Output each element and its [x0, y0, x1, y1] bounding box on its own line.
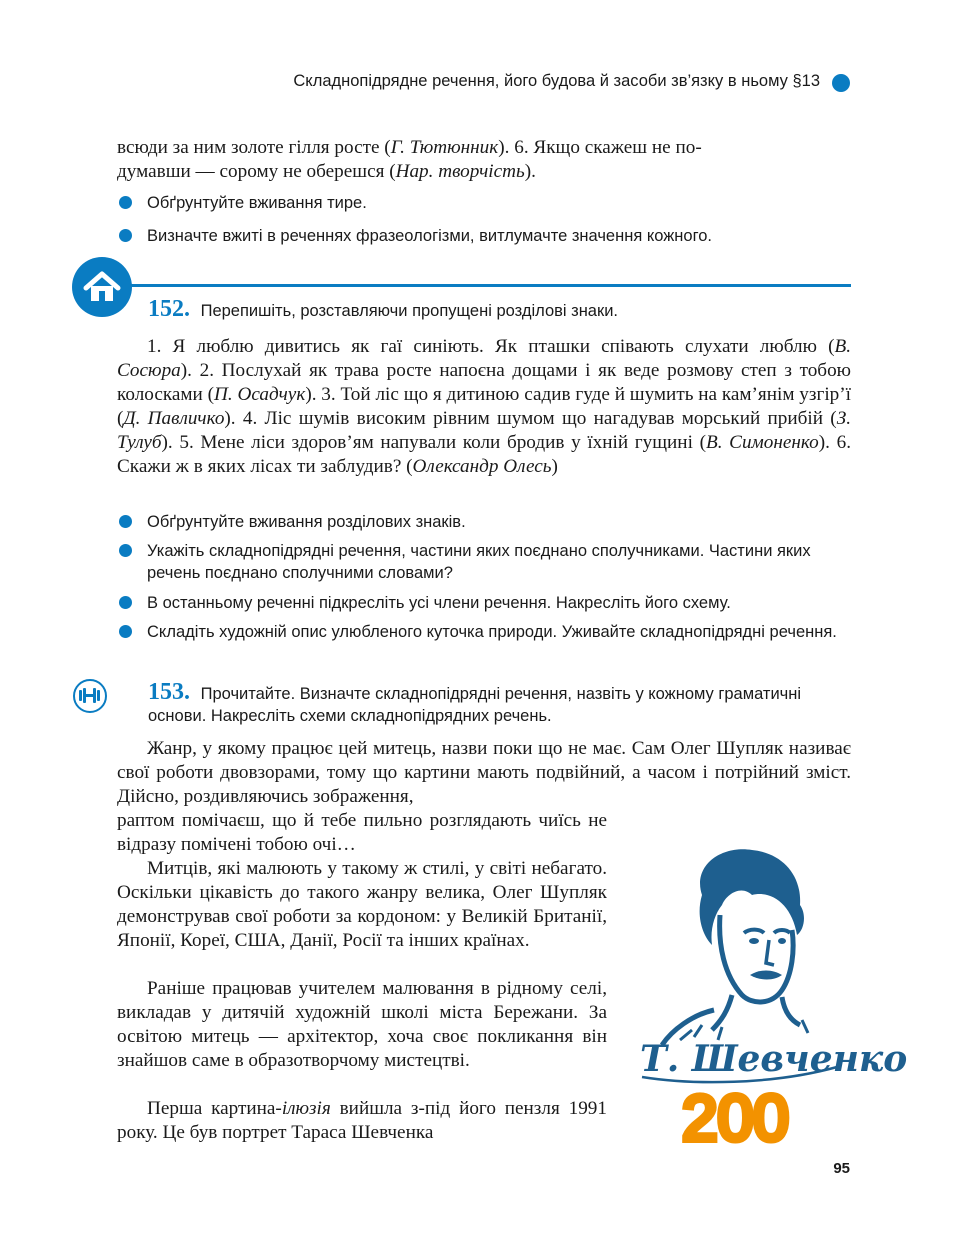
task-text: Укажіть складнопідрядні речення, частини яких поєднано сполучниками. Частини яких речень поєднано сполучними словами? — [147, 542, 811, 582]
bullet-dot — [119, 515, 132, 528]
cont-line2-source: Нар. творчість — [395, 161, 525, 182]
sentence-text: ). 6. Скажи ж в яких лісах ти заблудив? ( — [117, 432, 852, 477]
cont-line1-source: Г. Тютюнник — [390, 137, 499, 158]
anniversary-number: 200 — [682, 1082, 789, 1154]
page-number: 95 — [833, 1160, 850, 1177]
p4-italic: ілюзія — [281, 1098, 331, 1119]
source-author: В. Симоненко — [705, 432, 819, 453]
source-author: З. Тулуб — [117, 408, 851, 453]
sentence-text: ). 4. Ліс шумів високим рівним шумом що нагадував морський прибій ( — [224, 408, 837, 429]
sentence-text: 1. Я люблю дивитись як гаї синіють. Як пташки співають слухати люблю ( — [147, 336, 835, 357]
sentence-text: ) — [551, 456, 558, 477]
running-header: Складнопідрядне речення, його будова й засоби зв’язку в ньому §13 — [293, 72, 820, 90]
sentence-text: ). 3. Той ліс що я дитиною садив гуде й шумить на кам’янім узгір’ї ( — [117, 384, 851, 429]
bullet-dot — [119, 596, 132, 609]
exercise-number: 153. — [148, 679, 190, 705]
text-paragraph-4 — [117, 1097, 607, 1145]
house-icon — [72, 257, 132, 317]
p4-text-b: вийшла з-під його пензля 1991 року. Це був портрет Тараса Шевченка — [117, 1098, 607, 1143]
exercise-badge — [73, 679, 107, 713]
header-bullet-dot — [832, 74, 850, 92]
task-item — [117, 621, 851, 643]
exercise-instruction: Перепишіть, розставляючи пропущені розділові знаки. — [200, 302, 619, 320]
sentence-text: ). 5. Мене ліси здоров’ям напували коли бродив у їхній гущині ( — [161, 432, 706, 453]
source-author: Олександр Олесь — [412, 456, 552, 477]
exercise-153-heading — [148, 681, 851, 727]
bullet-dot — [119, 625, 132, 638]
task-item — [117, 225, 851, 247]
sentence-text: ). 2. Послухай як трава росте напоєна дощами і як веде розмову степ з тобою колосками ( — [117, 360, 851, 405]
exercise-152-text — [117, 335, 851, 479]
exercise-number: 152. — [148, 296, 190, 322]
source-author: Д. Павличко — [123, 408, 225, 429]
task-text: Обґрунтуйте вживання тире. — [147, 194, 367, 212]
cont-line2-a: думавши — сорому не оберешся ( — [117, 161, 396, 182]
exercise-instruction: Прочитайте. Визначте складнопідрядні речення, назвіть у кожному граматичні основи. Накресліть схеми складнопідрядних речень. — [148, 685, 802, 725]
task-text: Складіть художній опис улюбленого куточка природи. Уживайте складнопідрядні речення. — [147, 623, 837, 641]
task-item — [117, 592, 851, 614]
homework-badge — [72, 257, 132, 317]
shevchenko-200-emblem — [632, 835, 908, 1160]
cont-line2-b: ). — [524, 161, 536, 182]
text-paragraph-3: Раніше працював учителем малювання в рідному селі, викладав у дитячій художній школі міста Бережани. За освітою митець — архітектор, хоча своє покликання він знайшов саме в образотворчому мистецтві. — [117, 978, 607, 1071]
source-author: П. Осадчук — [214, 384, 306, 405]
task-item — [117, 540, 851, 584]
text-paragraph-1b: раптом помічаєш, що й тебе пильно розглядають чиїсь не відразу помічені тобою очі… — [117, 810, 607, 855]
dumbbell-icon — [75, 681, 104, 710]
bullet-dot — [119, 229, 132, 242]
exercise-152-heading — [148, 298, 851, 322]
task-item — [117, 192, 851, 214]
task-text: Визначте вжиті в реченнях фразеологізми, витлумачте значення кожного. — [147, 227, 712, 245]
bullet-dot — [119, 544, 132, 557]
bullet-dot — [119, 196, 132, 209]
task-text: Обґрунтуйте вживання розділових знаків. — [147, 513, 466, 531]
cont-line1-a: всюди за ним золоте гілля росте ( — [117, 137, 391, 158]
task-text: В останньому реченні підкресліть усі члени речення. Накресліть його схему. — [147, 594, 731, 612]
task-item — [117, 511, 851, 533]
shevchenko-portrait-illustration — [632, 835, 908, 1155]
continuation-text — [117, 136, 851, 184]
text-paragraph-1a: Жанр, у якому працює цей митець, назви поки що не має. Сам Олег Шупляк називає свої роботи двовзорами, тому що картини мають подвійний, а часом і потрійний зміст. Дійсно, роздивляючись зображення, — [117, 738, 851, 807]
homework-divider-line — [100, 284, 851, 287]
signature-text: Т. Шевченко — [640, 1038, 908, 1080]
text-paragraph-2: Митців, які малюють у такому ж стилі, у світі небагато. Оскільки цікавість до такого жанру велика, Олег Шупляк демонстрував свої роботи за кордоном: у Великій Британії, Японії, Кореї, США, Данії, Росії та інших країнах. — [117, 858, 607, 951]
p4-text-a: Перша картина- — [147, 1098, 282, 1119]
source-author: В. Сосюра — [117, 336, 851, 381]
cont-line1-b: ). 6. Якщо скажеш не по- — [498, 137, 702, 158]
